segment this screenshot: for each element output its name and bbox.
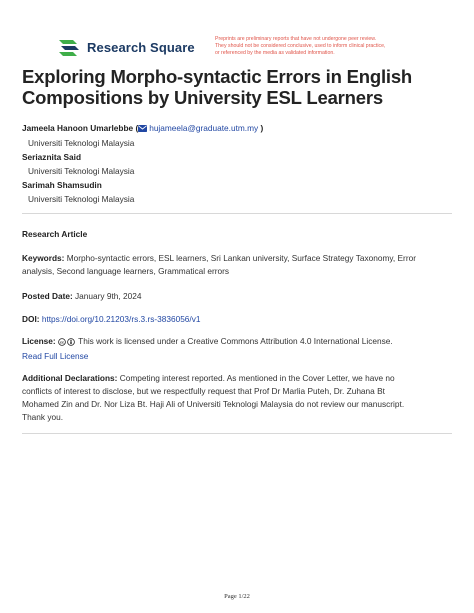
envelope-icon [138, 122, 147, 136]
keywords-label: Keywords: [22, 253, 65, 263]
author-list [22, 121, 452, 206]
doi-label: DOI: [22, 314, 40, 324]
attribution-icon [67, 337, 75, 350]
author-name: Jameela Hanoon Umarlebbe [22, 123, 134, 133]
author-name: Sarimah Shamsudin [22, 180, 102, 190]
declarations-section [22, 372, 454, 424]
author-name: Seriaznita Said [22, 152, 82, 162]
divider [22, 433, 452, 434]
author-email-link[interactable]: hujameela@graduate.utm.my [149, 123, 259, 133]
license-text: This work is licensed under a Creative Commons Attribution 4.0 International License. [78, 336, 393, 346]
paper-title [22, 66, 452, 108]
author-email-wrapper: ( hujameela@graduate.utm.my ) [135, 123, 263, 133]
brand-name: Research Square [87, 39, 195, 55]
research-square-logo-icon [57, 37, 81, 57]
declarations-text: conflicts of interest to disclose, but we respectfully request that Prof Dr Marlia Puteh, Dr. Zuhana Bt [22, 386, 385, 396]
author-entry [22, 121, 452, 136]
posted-date-label: Posted Date: [22, 291, 73, 301]
author-affiliation: Universiti Teknologi Malaysia [28, 194, 135, 204]
creative-commons-icon [58, 337, 66, 350]
keywords-text: analysis, Second language learners, Grammatical errors [22, 266, 230, 276]
keywords-text: Morpho-syntactic errors, ESL learners, Sri Lankan university, Surface Strategy Taxonomy, Error [66, 253, 416, 263]
declarations-text: Thank you. [22, 412, 64, 422]
author-affiliation: Universiti Teknologi Malaysia [28, 166, 135, 176]
svg-text:cc: cc [59, 339, 64, 344]
research-square-brand[interactable] [57, 37, 195, 57]
article-type-label: Research Article [22, 229, 88, 239]
posted-date-value: January 9th, 2024 [75, 291, 142, 301]
declarations-label: Additional Declarations: [22, 373, 118, 383]
author-affiliation: Universiti Teknologi Malaysia [28, 138, 135, 148]
doi-section [22, 313, 454, 326]
disclaimer-line: They should not be considered conclusive, used to inform clinical practice, [215, 43, 386, 49]
article-type [22, 228, 454, 241]
title-line: Exploring Morpho-syntactic Errors in English [22, 66, 413, 87]
divider [22, 213, 452, 214]
disclaimer-line: or referenced by the media as validated information. [215, 50, 335, 56]
license-section [22, 335, 454, 363]
posted-date-section [22, 290, 454, 303]
declarations-text: Competing interest reported. As mentioned in the Cover Letter, we have no [119, 373, 395, 383]
page-number: Page 1/22 [224, 593, 250, 600]
doi-link[interactable]: https://doi.org/10.21203/rs.3.rs-3836056/v1 [41, 314, 201, 324]
keywords-section [22, 252, 454, 278]
title-line: Compositions by University ESL Learners [22, 87, 383, 108]
read-full-license-link[interactable]: Read Full License [22, 350, 89, 361]
preprint-disclaimer [215, 36, 440, 57]
author-entry [22, 150, 452, 164]
license-label: License: [22, 336, 56, 346]
author-entry [22, 178, 452, 192]
disclaimer-line: Preprints are preliminary reports that have not undergone peer review. [215, 36, 377, 42]
declarations-text: Mohamed Zin and Dr. Nor Liza Bt. Haji Ali of Universiti Teknologi Malaysia do not review our manuscript. [22, 399, 405, 409]
